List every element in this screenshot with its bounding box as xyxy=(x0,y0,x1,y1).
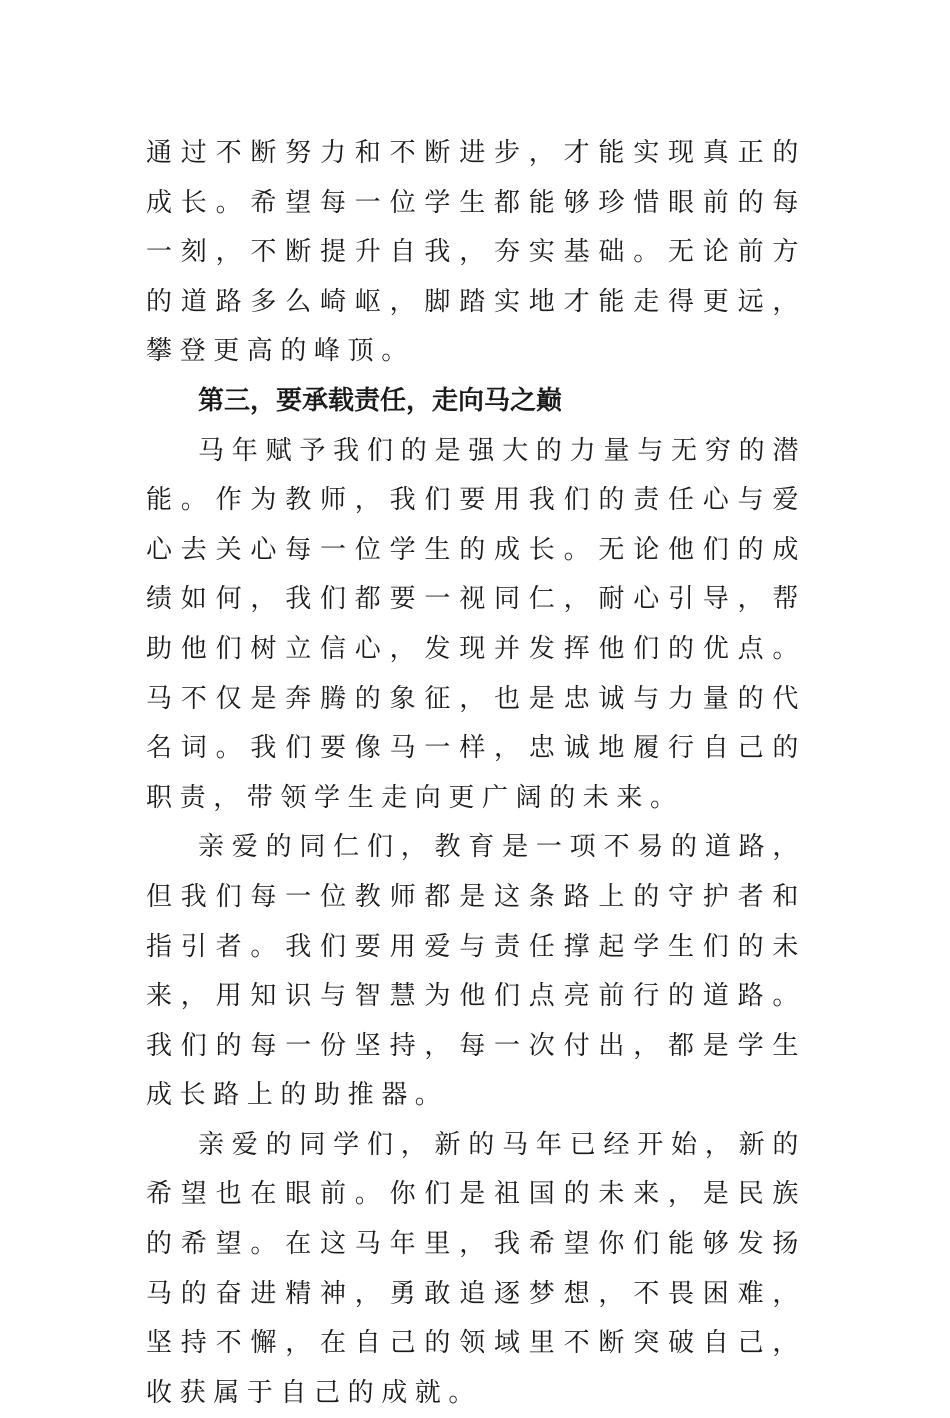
section-heading-third: 第三，要承载责任，走向马之巅 xyxy=(198,385,563,416)
body-paragraph-continued: 通过不断努力和不断进步，才能实现真正的成长。希望每一位学生都能够珍惜眼前的每一刻，不断提升自我，夯实基础。无论前方的道路多么崎岖，脚踏实地才能走得更远，攀登更高的峰顶。 xyxy=(146,138,806,367)
body-paragraph-students: 亲爱的同学们，新的马年已经开始，新的希望也在眼前。你们是祖国的未来，是民族的希望。在这马年里，我希望你们能够发扬马的奋进精神，勇敢追逐梦想，不畏困难，坚持不懈，在自己的领域里不断突破自己，收获属于自己的成就。 xyxy=(146,1129,806,1408)
document-body xyxy=(146,129,806,1418)
body-paragraph-horse-year: 马年赋予我们的是强大的力量与无穷的潜能。作为教师，我们要用我们的责任心与爱心去关心每一位学生的成长。无论他们的成绩如何，我们都要一视同仁，耐心引导，帮助他们树立信心，发现并发挥他们的优点。马不仅是奔腾的象征，也是忠诚与力量的代名词。我们要像马一样，忠诚地履行自己的职责，带领学生走向更广阔的未来。 xyxy=(146,435,806,813)
body-paragraph-colleagues: 亲爱的同仁们，教育是一项不易的道路，但我们每一位教师都是这条路上的守护者和指引者。我们要用爱与责任撑起学生们的未来，用知识与智慧为他们点亮前行的道路。我们的每一份坚持，每一次付出，都是学生成长路上的助推器。 xyxy=(146,832,806,1111)
